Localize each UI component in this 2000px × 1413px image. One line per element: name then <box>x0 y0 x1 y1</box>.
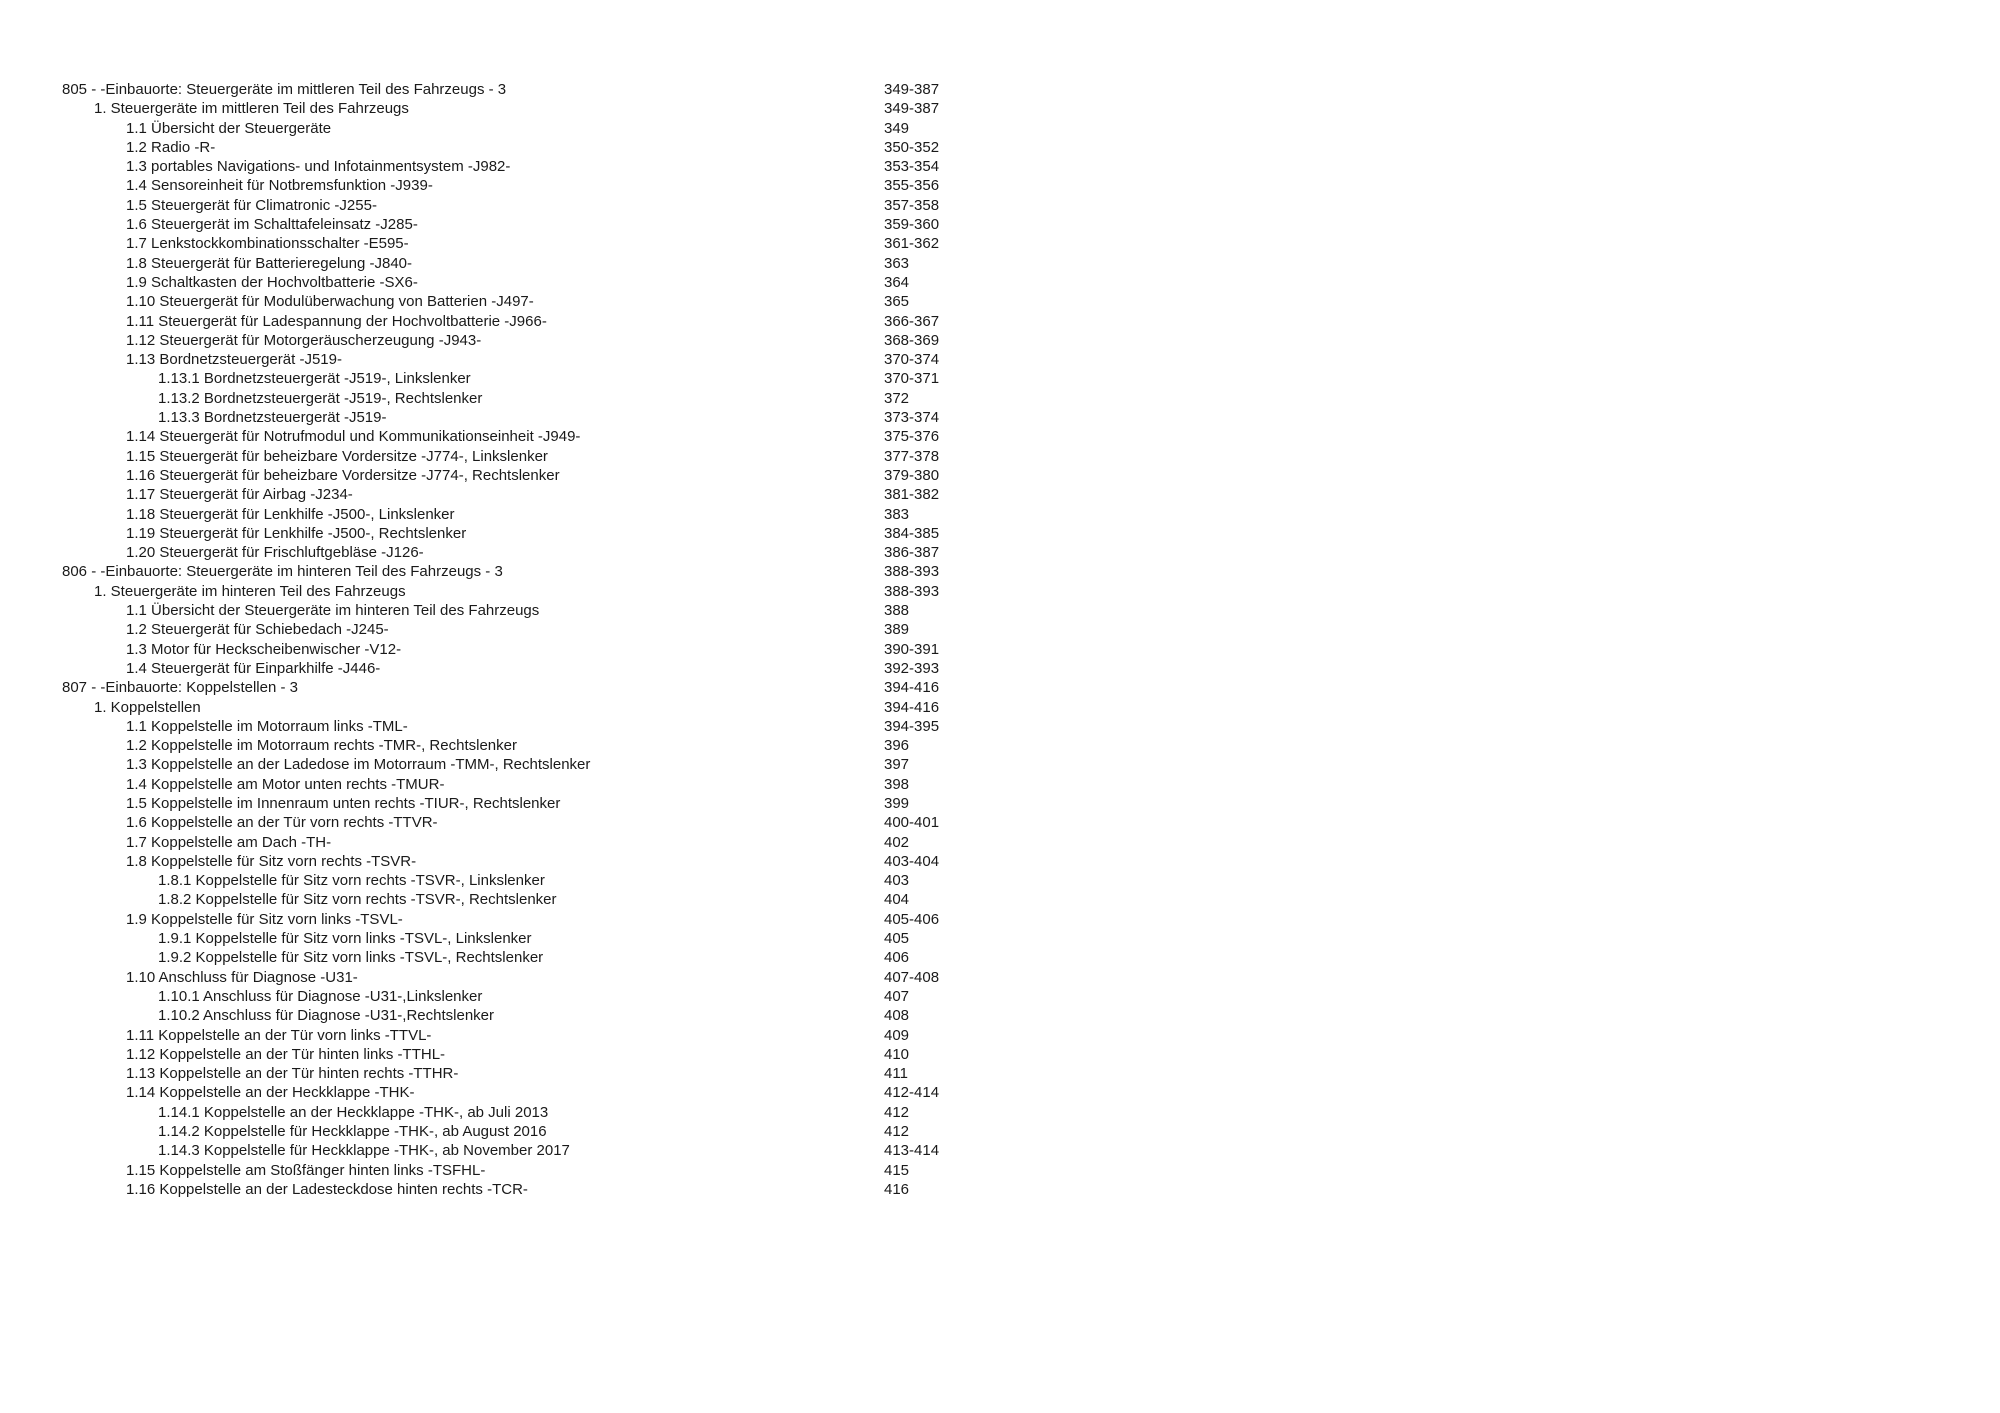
toc-entry-pages: 361-362 <box>884 235 940 253</box>
toc-entry-title: 1.10.1 Anschluss für Diagnose -U31-,Linkslenker <box>158 987 483 1005</box>
toc-entry[interactable] <box>62 640 962 659</box>
toc-entry[interactable] <box>62 389 962 408</box>
toc-entry-pages: 350-352 <box>884 138 940 156</box>
toc-entry-pages: 400-401 <box>884 814 940 832</box>
toc-entry[interactable] <box>62 1161 962 1180</box>
toc-entry-pages: 349-387 <box>884 100 940 118</box>
toc-entry[interactable] <box>62 755 962 774</box>
toc-entry[interactable] <box>62 543 962 562</box>
toc-entry-pages: 389 <box>884 621 910 639</box>
toc-entry-pages: 392-393 <box>884 659 940 677</box>
toc-entry[interactable] <box>62 929 962 948</box>
toc-entry-pages: 349 <box>884 119 910 137</box>
toc-entry-pages: 349-387 <box>884 81 940 98</box>
toc-entry-title: 1. Steuergeräte im hinteren Teil des Fahrzeugs <box>94 582 406 600</box>
toc-entry[interactable] <box>62 215 962 234</box>
toc-entry-title: 1.11 Koppelstelle an der Tür vorn links -TTVL- <box>126 1026 432 1044</box>
toc-entry[interactable] <box>62 196 962 215</box>
toc-entry-pages: 411 <box>884 1065 908 1083</box>
toc-entry-pages: 407-408 <box>884 968 940 986</box>
toc-entry-pages: 409 <box>884 1026 910 1044</box>
toc-entry[interactable] <box>62 350 962 369</box>
toc-entry[interactable] <box>62 408 962 427</box>
toc-entry[interactable] <box>62 601 962 620</box>
toc-entry-title: 1.15 Koppelstelle am Stoßfänger hinten links -TSFHL- <box>126 1161 486 1179</box>
toc-entry-title: 1.9.1 Koppelstelle für Sitz vorn links -TSVL-, Linkslenker <box>158 930 532 948</box>
toc-entry[interactable] <box>62 80 962 99</box>
toc-entry[interactable] <box>62 1103 962 1122</box>
toc-entry-pages: 373-374 <box>884 409 940 427</box>
toc-entry-pages: 372 <box>884 389 910 407</box>
toc-entry-pages: 402 <box>884 833 910 851</box>
toc-entry-title: 1.10 Steuergerät für Modulüberwachung von Batterien -J497- <box>126 293 534 311</box>
toc-entry[interactable] <box>62 620 962 639</box>
toc-entry[interactable] <box>62 254 962 273</box>
toc-entry-pages: 379-380 <box>884 466 940 484</box>
toc-entry-title: 1.4 Koppelstelle am Motor unten rechts -TMUR- <box>126 775 445 793</box>
toc-entry[interactable] <box>62 833 962 852</box>
toc-entry-pages: 394-416 <box>884 698 940 716</box>
toc-entry[interactable] <box>62 331 962 350</box>
toc-entry-title: 1.7 Lenkstockkombinationsschalter -E595- <box>126 235 409 253</box>
toc-entry-title: 1.17 Steuergerät für Airbag -J234- <box>126 486 353 504</box>
toc-entry-title: 1.3 Koppelstelle an der Ladedose im Motorraum -TMM-, Rechtslenker <box>126 756 591 774</box>
toc-entry-pages: 412 <box>884 1123 910 1141</box>
toc-entry-pages: 394-416 <box>884 679 940 697</box>
toc-entry[interactable] <box>62 852 962 871</box>
toc-entry[interactable] <box>62 427 962 446</box>
toc-entry-pages: 384-385 <box>884 524 940 542</box>
toc-entry-title: 806 - -Einbauorte: Steuergeräte im hinteren Teil des Fahrzeugs - 3 <box>62 563 503 581</box>
toc-entry-title: 1.3 portables Navigations- und Infotainmentsystem -J982- <box>126 158 511 176</box>
toc-entry-title: 1.2 Steuergerät für Schiebedach -J245- <box>126 621 389 639</box>
toc-entry[interactable] <box>62 562 962 581</box>
toc-entry-pages: 412 <box>884 1103 910 1121</box>
toc-entry-title: 1.10.2 Anschluss für Diagnose -U31-,Rechtslenker <box>158 1007 495 1025</box>
toc-entry-title: 1.5 Steuergerät für Climatronic -J255- <box>126 196 377 214</box>
toc-entry-title: 1.13.3 Bordnetzsteuergerät -J519- <box>158 409 387 427</box>
toc-entry-pages: 383 <box>884 505 910 523</box>
toc-entry-title: 1.1 Übersicht der Steuergeräte <box>126 119 332 137</box>
toc-entry-pages: 353-354 <box>884 158 940 176</box>
toc-entry-title: 807 - -Einbauorte: Koppelstellen - 3 <box>62 679 298 697</box>
toc-entry-title: 1.13 Koppelstelle an der Tür hinten rechts -TTHR- <box>126 1065 459 1083</box>
toc-entry[interactable] <box>62 99 962 118</box>
toc-entry-pages: 377-378 <box>884 447 940 465</box>
toc-entry-title: 1.2 Radio -R- <box>126 138 216 156</box>
toc-entry-pages: 415 <box>884 1161 910 1179</box>
toc-entry[interactable] <box>62 1180 962 1199</box>
toc-entry-pages: 394-395 <box>884 717 940 735</box>
toc-entry[interactable] <box>62 157 962 176</box>
toc-entry-title: 1.19 Steuergerät für Lenkhilfe -J500-, Rechtslenker <box>126 524 467 542</box>
table-of-contents <box>62 80 962 1199</box>
toc-entry-title: 1.4 Steuergerät für Einparkhilfe -J446- <box>126 659 381 677</box>
toc-entry-title: 1.9 Koppelstelle für Sitz vorn links -TSVL- <box>126 910 403 928</box>
toc-entry-pages: 403-404 <box>884 852 940 870</box>
toc-entry-pages: 388 <box>884 602 910 620</box>
toc-entry-title: 1.4 Sensoreinheit für Notbremsfunktion -J939- <box>126 177 433 195</box>
toc-entry-title: 1.8.2 Koppelstelle für Sitz vorn rechts -TSVR-, Rechtslenker <box>158 891 557 909</box>
toc-entry-pages: 413-414 <box>884 1142 940 1160</box>
toc-entry[interactable] <box>62 485 962 504</box>
toc-entry[interactable] <box>62 1141 962 1160</box>
toc-entry[interactable] <box>62 176 962 195</box>
toc-entry-pages: 381-382 <box>884 486 940 504</box>
toc-entry[interactable] <box>62 273 962 292</box>
toc-entry-title: 1.6 Steuergerät im Schalttafeleinsatz -J285- <box>126 216 418 234</box>
toc-entry-title: 1.12 Steuergerät für Motorgeräuscherzeugung -J943- <box>126 331 482 349</box>
toc-entry[interactable] <box>62 505 962 524</box>
toc-entry[interactable] <box>62 794 962 813</box>
toc-entry[interactable] <box>62 736 962 755</box>
toc-entry[interactable] <box>62 234 962 253</box>
toc-entry-pages: 368-369 <box>884 331 940 349</box>
toc-entry-title: 1.20 Steuergerät für Frischluftgebläse -J126- <box>126 544 424 562</box>
toc-entry[interactable] <box>62 968 962 987</box>
toc-entry-title: 1.13.1 Bordnetzsteuergerät -J519-, Linkslenker <box>158 370 471 388</box>
toc-entry-pages: 364 <box>884 273 910 291</box>
toc-entry-pages: 399 <box>884 794 910 812</box>
toc-entry[interactable] <box>62 1122 962 1141</box>
toc-entry-title: 1.1 Koppelstelle im Motorraum links -TML- <box>126 717 408 735</box>
toc-entry-pages: 375-376 <box>884 428 940 446</box>
toc-entry[interactable] <box>62 447 962 466</box>
toc-entry-title: 1.12 Koppelstelle an der Tür hinten links -TTHL- <box>126 1045 446 1063</box>
toc-entry[interactable] <box>62 582 962 601</box>
toc-entry[interactable] <box>62 910 962 929</box>
toc-entry-pages: 370-371 <box>884 370 940 388</box>
toc-entry-title: 1.16 Koppelstelle an der Ladesteckdose hinten rechts -TCR- <box>126 1180 528 1198</box>
toc-entry-title: 1. Steuergeräte im mittleren Teil des Fahrzeugs <box>94 100 409 118</box>
toc-entry-title: 1.3 Motor für Heckscheibenwischer -V12- <box>126 640 402 658</box>
toc-entry-pages: 398 <box>884 775 910 793</box>
toc-entry-title: 1.2 Koppelstelle im Motorraum rechts -TMR-, Rechtslenker <box>126 737 517 755</box>
toc-entry-title: 1.11 Steuergerät für Ladespannung der Hochvoltbatterie -J966- <box>126 312 547 330</box>
toc-entry-pages: 388-393 <box>884 563 940 581</box>
toc-entry[interactable] <box>62 292 962 311</box>
toc-entry[interactable] <box>62 1026 962 1045</box>
toc-entry-title: 1.8.1 Koppelstelle für Sitz vorn rechts -TSVR-, Linkslenker <box>158 872 545 890</box>
toc-entry-title: 805 - -Einbauorte: Steuergeräte im mittleren Teil des Fahrzeugs - 3 <box>62 81 507 98</box>
toc-entry-pages: 357-358 <box>884 196 940 214</box>
toc-entry-title: 1.14.1 Koppelstelle an der Heckklappe -THK-, ab Juli 2013 <box>158 1103 549 1121</box>
toc-entry[interactable] <box>62 1064 962 1083</box>
toc-entry[interactable] <box>62 948 962 967</box>
toc-entry-title: 1.15 Steuergerät für beheizbare Vordersitze -J774-, Linkslenker <box>126 447 548 465</box>
toc-entry-pages: 406 <box>884 949 910 967</box>
toc-entry[interactable] <box>62 890 962 909</box>
toc-entry-title: 1.9 Schaltkasten der Hochvoltbatterie -SX6- <box>126 273 418 291</box>
toc-entry-title: 1.10 Anschluss für Diagnose -U31- <box>126 968 358 986</box>
toc-entry[interactable] <box>62 775 962 794</box>
toc-entry-pages: 365 <box>884 293 910 311</box>
toc-entry-pages: 370-374 <box>884 351 940 369</box>
toc-entry[interactable] <box>62 524 962 543</box>
toc-entry-pages: 359-360 <box>884 216 940 234</box>
toc-entry[interactable] <box>62 1045 962 1064</box>
toc-entry-pages: 386-387 <box>884 544 940 562</box>
toc-entry[interactable] <box>62 698 962 717</box>
toc-entry[interactable] <box>62 1083 962 1102</box>
toc-entry-title: 1. Koppelstellen <box>94 698 201 716</box>
toc-entry-title: 1.1 Übersicht der Steuergeräte im hinteren Teil des Fahrzeugs <box>126 602 540 620</box>
toc-entry-pages: 403 <box>884 872 910 890</box>
toc-entry[interactable] <box>62 138 962 157</box>
toc-entry[interactable] <box>62 871 962 890</box>
toc-entry-pages: 408 <box>884 1007 910 1025</box>
toc-entry-pages: 405 <box>884 930 910 948</box>
toc-entry-pages: 405-406 <box>884 910 940 928</box>
toc-entry-title: 1.14 Steuergerät für Notrufmodul und Kommunikationseinheit -J949- <box>126 428 581 446</box>
toc-entry[interactable] <box>62 466 962 485</box>
toc-entry-title: 1.13 Bordnetzsteuergerät -J519- <box>126 351 342 369</box>
toc-entry-pages: 416 <box>884 1180 910 1198</box>
toc-entry-pages: 412-414 <box>884 1084 940 1102</box>
toc-entry-pages: 390-391 <box>884 640 940 658</box>
toc-entry-title: 1.16 Steuergerät für beheizbare Vordersitze -J774-, Rechtslenker <box>126 466 560 484</box>
toc-entry-title: 1.14.2 Koppelstelle für Heckklappe -THK-, ab August 2016 <box>158 1123 547 1141</box>
toc-entry[interactable] <box>62 813 962 832</box>
toc-entry-pages: 410 <box>884 1045 910 1063</box>
toc-entry-pages: 397 <box>884 756 910 774</box>
toc-entry-pages: 396 <box>884 737 910 755</box>
toc-entry-title: 1.5 Koppelstelle im Innenraum unten rechts -TIUR-, Rechtslenker <box>126 794 561 812</box>
toc-entry-title: 1.8 Koppelstelle für Sitz vorn rechts -TSVR- <box>126 852 417 870</box>
toc-entry-pages: 404 <box>884 891 910 909</box>
toc-entry-title: 1.8 Steuergerät für Batterieregelung -J840- <box>126 254 413 272</box>
toc-entry[interactable] <box>62 659 962 678</box>
toc-entry[interactable] <box>62 119 962 138</box>
toc-entry-pages: 388-393 <box>884 582 940 600</box>
toc-entry[interactable] <box>62 1006 962 1025</box>
toc-entry-pages: 407 <box>884 987 910 1005</box>
toc-entry-pages: 366-367 <box>884 312 940 330</box>
toc-entry[interactable] <box>62 987 962 1006</box>
toc-entry-pages: 355-356 <box>884 177 940 195</box>
toc-entry[interactable] <box>62 678 962 697</box>
toc-entry-title: 1.18 Steuergerät für Lenkhilfe -J500-, Linkslenker <box>126 505 455 523</box>
toc-entry-pages: 363 <box>884 254 910 272</box>
toc-entry-title: 1.13.2 Bordnetzsteuergerät -J519-, Rechtslenker <box>158 389 483 407</box>
toc-entry-title: 1.14.3 Koppelstelle für Heckklappe -THK-, ab November 2017 <box>158 1142 570 1160</box>
toc-entry[interactable] <box>62 369 962 388</box>
toc-entry[interactable] <box>62 312 962 331</box>
toc-entry[interactable] <box>62 717 962 736</box>
toc-entry-title: 1.14 Koppelstelle an der Heckklappe -THK- <box>126 1084 415 1102</box>
toc-entry-title: 1.7 Koppelstelle am Dach -TH- <box>126 833 332 851</box>
toc-entry-title: 1.6 Koppelstelle an der Tür vorn rechts -TTVR- <box>126 814 438 832</box>
toc-entry-title: 1.9.2 Koppelstelle für Sitz vorn links -TSVL-, Rechtslenker <box>158 949 544 967</box>
